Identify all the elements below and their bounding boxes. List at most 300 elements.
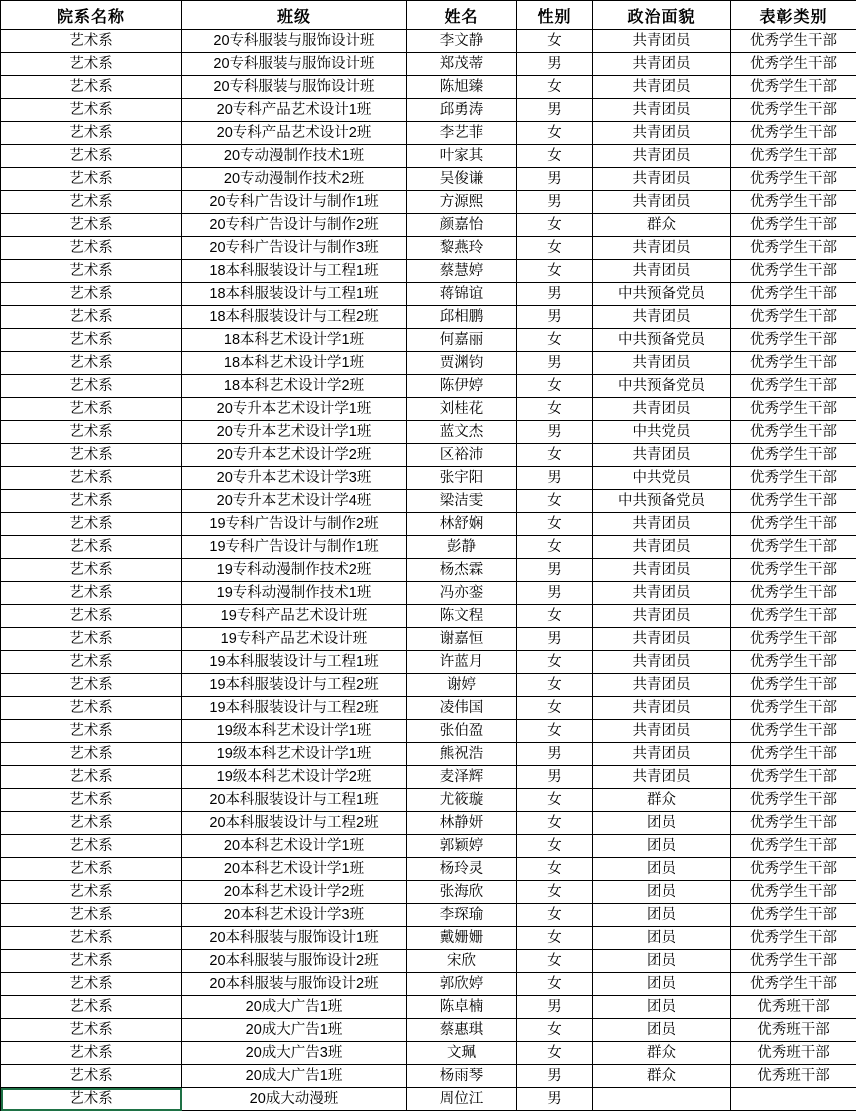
cell-department[interactable]: 艺术系 — [1, 329, 182, 352]
cell-award-type[interactable]: 优秀学生干部 — [731, 812, 856, 835]
cell-political-status[interactable]: 群众 — [593, 214, 731, 237]
cell-political-status[interactable]: 团员 — [593, 1019, 731, 1042]
cell-department[interactable]: 艺术系 — [1, 260, 182, 283]
table-row[interactable] — [1, 237, 856, 260]
cell-class[interactable]: 20专科产品艺术设计1班 — [182, 99, 407, 122]
table-row[interactable] — [1, 421, 856, 444]
cell-award-type[interactable]: 优秀学生干部 — [731, 329, 856, 352]
table-row[interactable] — [1, 490, 856, 513]
cell-class[interactable]: 20专科服装与服饰设计班 — [182, 53, 407, 76]
cell-gender[interactable]: 女 — [517, 651, 593, 674]
cell-department[interactable]: 艺术系 — [1, 467, 182, 490]
cell-gender[interactable]: 女 — [517, 812, 593, 835]
cell-department[interactable]: 艺术系 — [1, 766, 182, 789]
cell-gender[interactable]: 男 — [517, 191, 593, 214]
table-row[interactable] — [1, 536, 856, 559]
cell-gender[interactable]: 女 — [517, 30, 593, 53]
cell-award-type[interactable]: 优秀学生干部 — [731, 398, 856, 421]
cell-class[interactable]: 20专科服装与服饰设计班 — [182, 30, 407, 53]
cell-political-status[interactable]: 共青团员 — [593, 605, 731, 628]
cell-class[interactable]: 20成大广告3班 — [182, 1042, 407, 1065]
cell-class[interactable]: 20本科服装设计与工程2班 — [182, 812, 407, 835]
cell-class[interactable]: 20成大广告1班 — [182, 1019, 407, 1042]
cell-department[interactable]: 艺术系 — [1, 1065, 182, 1088]
cell-gender[interactable]: 男 — [517, 467, 593, 490]
table-row[interactable] — [1, 789, 856, 812]
cell-award-type[interactable]: 优秀学生干部 — [731, 720, 856, 743]
cell-department[interactable]: 艺术系 — [1, 375, 182, 398]
cell-political-status[interactable]: 团员 — [593, 835, 731, 858]
cell-class[interactable]: 20专科广告设计与制作3班 — [182, 237, 407, 260]
cell-department[interactable]: 艺术系 — [1, 950, 182, 973]
cell-political-status[interactable]: 共青团员 — [593, 444, 731, 467]
cell-name[interactable]: 周位江 — [407, 1088, 517, 1111]
cell-gender[interactable]: 女 — [517, 950, 593, 973]
cell-name[interactable]: 张伯盈 — [407, 720, 517, 743]
cell-class[interactable]: 19本科服装设计与工程2班 — [182, 697, 407, 720]
cell-award-type[interactable]: 优秀学生干部 — [731, 53, 856, 76]
cell-class[interactable]: 20专升本艺术设计学1班 — [182, 421, 407, 444]
cell-award-type[interactable]: 优秀学生干部 — [731, 697, 856, 720]
cell-political-status[interactable]: 共青团员 — [593, 513, 731, 536]
cell-political-status[interactable]: 团员 — [593, 973, 731, 996]
cell-award-type[interactable]: 优秀学生干部 — [731, 789, 856, 812]
cell-award-type[interactable]: 优秀班干部 — [731, 1042, 856, 1065]
cell-name[interactable]: 颜嘉怡 — [407, 214, 517, 237]
cell-department[interactable]: 艺术系 — [1, 881, 182, 904]
cell-political-status[interactable]: 中共党员 — [593, 467, 731, 490]
table-row[interactable] — [1, 398, 856, 421]
cell-gender[interactable]: 男 — [517, 743, 593, 766]
cell-class[interactable]: 19专科广告设计与制作2班 — [182, 513, 407, 536]
cell-gender[interactable]: 女 — [517, 697, 593, 720]
cell-class[interactable]: 20本科服装与服饰设计2班 — [182, 950, 407, 973]
cell-award-type[interactable]: 优秀班干部 — [731, 1065, 856, 1088]
cell-award-type[interactable]: 优秀学生干部 — [731, 306, 856, 329]
table-row[interactable] — [1, 812, 856, 835]
cell-class[interactable]: 20本科服装与服饰设计1班 — [182, 927, 407, 950]
table-row[interactable] — [1, 76, 856, 99]
cell-name[interactable]: 李琛瑜 — [407, 904, 517, 927]
cell-class[interactable]: 20本科艺术设计学1班 — [182, 858, 407, 881]
cell-political-status[interactable]: 群众 — [593, 1042, 731, 1065]
table-row[interactable] — [1, 168, 856, 191]
cell-class[interactable]: 18本科服装设计与工程1班 — [182, 283, 407, 306]
cell-class[interactable]: 19级本科艺术设计学1班 — [182, 743, 407, 766]
cell-name[interactable]: 邱勇涛 — [407, 99, 517, 122]
cell-class[interactable]: 20本科服装设计与工程1班 — [182, 789, 407, 812]
cell-political-status[interactable]: 共青团员 — [593, 260, 731, 283]
cell-name[interactable]: 陈旭臻 — [407, 76, 517, 99]
cell-department[interactable]: 艺术系 — [1, 812, 182, 835]
cell-name[interactable]: 宋欣 — [407, 950, 517, 973]
cell-political-status[interactable]: 共青团员 — [593, 720, 731, 743]
cell-name[interactable]: 陈伊婷 — [407, 375, 517, 398]
cell-department[interactable]: 艺术系 — [1, 536, 182, 559]
cell-class[interactable]: 18本科艺术设计学1班 — [182, 352, 407, 375]
cell-name[interactable]: 蔡惠琪 — [407, 1019, 517, 1042]
cell-award-type[interactable]: 优秀学生干部 — [731, 927, 856, 950]
cell-gender[interactable]: 女 — [517, 375, 593, 398]
cell-class[interactable]: 20成大广告1班 — [182, 996, 407, 1019]
cell-award-type[interactable]: 优秀学生干部 — [731, 973, 856, 996]
table-row[interactable] — [1, 352, 856, 375]
cell-department[interactable]: 艺术系 — [1, 743, 182, 766]
cell-gender[interactable]: 男 — [517, 582, 593, 605]
cell-gender[interactable]: 男 — [517, 559, 593, 582]
cell-class[interactable]: 18本科服装设计与工程2班 — [182, 306, 407, 329]
cell-award-type[interactable]: 优秀学生干部 — [731, 559, 856, 582]
cell-name[interactable]: 贾渊钧 — [407, 352, 517, 375]
cell-name[interactable]: 杨雨琴 — [407, 1065, 517, 1088]
table-row[interactable] — [1, 306, 856, 329]
cell-name[interactable]: 谢嘉恒 — [407, 628, 517, 651]
cell-gender[interactable]: 男 — [517, 421, 593, 444]
cell-award-type[interactable]: 优秀学生干部 — [731, 444, 856, 467]
cell-political-status[interactable]: 共青团员 — [593, 76, 731, 99]
table-row[interactable] — [1, 697, 856, 720]
cell-gender[interactable]: 男 — [517, 53, 593, 76]
cell-political-status[interactable]: 团员 — [593, 904, 731, 927]
cell-department[interactable]: 艺术系 — [1, 927, 182, 950]
cell-political-status[interactable]: 团员 — [593, 927, 731, 950]
cell-gender[interactable]: 男 — [517, 168, 593, 191]
cell-political-status[interactable]: 共青团员 — [593, 674, 731, 697]
table-row[interactable] — [1, 743, 856, 766]
cell-gender[interactable]: 女 — [517, 605, 593, 628]
cell-gender[interactable]: 男 — [517, 352, 593, 375]
cell-name[interactable]: 郭颖婷 — [407, 835, 517, 858]
cell-political-status[interactable]: 群众 — [593, 789, 731, 812]
cell-political-status[interactable]: 中共预备党员 — [593, 329, 731, 352]
table-row[interactable] — [1, 973, 856, 996]
cell-department[interactable]: 艺术系 — [1, 904, 182, 927]
cell-class[interactable]: 18本科服装设计与工程1班 — [182, 260, 407, 283]
cell-gender[interactable]: 女 — [517, 835, 593, 858]
cell-name[interactable]: 吴俊谦 — [407, 168, 517, 191]
cell-gender[interactable]: 男 — [517, 628, 593, 651]
cell-award-type[interactable]: 优秀学生干部 — [731, 858, 856, 881]
cell-political-status[interactable]: 共青团员 — [593, 352, 731, 375]
cell-political-status[interactable]: 共青团员 — [593, 53, 731, 76]
table-row[interactable] — [1, 1088, 856, 1111]
cell-name[interactable]: 戴姗姗 — [407, 927, 517, 950]
cell-name[interactable]: 熊祝浩 — [407, 743, 517, 766]
cell-name[interactable]: 林舒娴 — [407, 513, 517, 536]
cell-gender[interactable]: 女 — [517, 237, 593, 260]
cell-class[interactable]: 20成大动漫班 — [182, 1088, 407, 1111]
cell-gender[interactable]: 女 — [517, 122, 593, 145]
table-row[interactable] — [1, 53, 856, 76]
cell-name[interactable]: 许蓝月 — [407, 651, 517, 674]
cell-award-type[interactable]: 优秀学生干部 — [731, 122, 856, 145]
cell-class[interactable]: 20本科服装与服饰设计2班 — [182, 973, 407, 996]
cell-name[interactable]: 李文静 — [407, 30, 517, 53]
cell-name[interactable]: 刘桂花 — [407, 398, 517, 421]
cell-gender[interactable]: 女 — [517, 720, 593, 743]
cell-department[interactable]: 艺术系 — [1, 513, 182, 536]
table-row[interactable] — [1, 214, 856, 237]
cell-award-type[interactable]: 优秀学生干部 — [731, 835, 856, 858]
cell-department[interactable]: 艺术系 — [1, 214, 182, 237]
cell-gender[interactable]: 男 — [517, 306, 593, 329]
table-row[interactable] — [1, 582, 856, 605]
table-row[interactable] — [1, 651, 856, 674]
table-row[interactable] — [1, 283, 856, 306]
cell-award-type[interactable]: 优秀学生干部 — [731, 605, 856, 628]
table-row[interactable] — [1, 559, 856, 582]
cell-award-type[interactable]: 优秀学生干部 — [731, 743, 856, 766]
cell-class[interactable]: 19专科广告设计与制作1班 — [182, 536, 407, 559]
cell-department[interactable]: 艺术系 — [1, 1088, 182, 1111]
cell-political-status[interactable]: 团员 — [593, 812, 731, 835]
cell-name[interactable]: 麦泽辉 — [407, 766, 517, 789]
cell-political-status[interactable]: 共青团员 — [593, 743, 731, 766]
cell-political-status[interactable]: 共青团员 — [593, 559, 731, 582]
cell-award-type[interactable]: 优秀班干部 — [731, 996, 856, 1019]
cell-gender[interactable]: 女 — [517, 536, 593, 559]
cell-name[interactable]: 杨杰霖 — [407, 559, 517, 582]
cell-name[interactable]: 梁洁雯 — [407, 490, 517, 513]
cell-department[interactable]: 艺术系 — [1, 306, 182, 329]
cell-class[interactable]: 20专动漫制作技术2班 — [182, 168, 407, 191]
cell-political-status[interactable]: 共青团员 — [593, 237, 731, 260]
table-row[interactable] — [1, 30, 856, 53]
cell-gender[interactable]: 女 — [517, 927, 593, 950]
cell-class[interactable]: 20本科艺术设计学2班 — [182, 881, 407, 904]
cell-gender[interactable]: 女 — [517, 398, 593, 421]
cell-award-type[interactable]: 优秀学生干部 — [731, 76, 856, 99]
cell-department[interactable]: 艺术系 — [1, 490, 182, 513]
cell-political-status[interactable]: 共青团员 — [593, 122, 731, 145]
cell-name[interactable]: 叶家其 — [407, 145, 517, 168]
cell-name[interactable]: 郑茂蒂 — [407, 53, 517, 76]
cell-department[interactable]: 艺术系 — [1, 99, 182, 122]
cell-gender[interactable]: 女 — [517, 145, 593, 168]
cell-class[interactable]: 20本科艺术设计学3班 — [182, 904, 407, 927]
cell-department[interactable]: 艺术系 — [1, 237, 182, 260]
cell-award-type[interactable]: 优秀学生干部 — [731, 950, 856, 973]
cell-department[interactable]: 艺术系 — [1, 628, 182, 651]
cell-department[interactable]: 艺术系 — [1, 444, 182, 467]
cell-name[interactable]: 凌伟国 — [407, 697, 517, 720]
cell-class[interactable]: 20成大广告1班 — [182, 1065, 407, 1088]
table-row[interactable] — [1, 996, 856, 1019]
cell-award-type[interactable]: 优秀学生干部 — [731, 490, 856, 513]
cell-political-status[interactable]: 共青团员 — [593, 398, 731, 421]
cell-award-type[interactable] — [731, 1088, 856, 1111]
cell-department[interactable]: 艺术系 — [1, 996, 182, 1019]
cell-class[interactable]: 20专科产品艺术设计2班 — [182, 122, 407, 145]
cell-name[interactable]: 彭静 — [407, 536, 517, 559]
cell-gender[interactable]: 女 — [517, 789, 593, 812]
cell-award-type[interactable]: 优秀学生干部 — [731, 99, 856, 122]
cell-political-status[interactable]: 群众 — [593, 1065, 731, 1088]
cell-department[interactable]: 艺术系 — [1, 122, 182, 145]
cell-class[interactable]: 19专科动漫制作技术2班 — [182, 559, 407, 582]
cell-department[interactable]: 艺术系 — [1, 53, 182, 76]
cell-political-status[interactable]: 共青团员 — [593, 536, 731, 559]
cell-department[interactable]: 艺术系 — [1, 858, 182, 881]
table-row[interactable] — [1, 467, 856, 490]
cell-political-status[interactable]: 中共预备党员 — [593, 375, 731, 398]
cell-class[interactable]: 19专科动漫制作技术1班 — [182, 582, 407, 605]
table-row[interactable] — [1, 904, 856, 927]
cell-award-type[interactable]: 优秀学生干部 — [731, 628, 856, 651]
cell-name[interactable]: 杨玲灵 — [407, 858, 517, 881]
cell-gender[interactable]: 女 — [517, 858, 593, 881]
cell-name[interactable]: 尤筱璇 — [407, 789, 517, 812]
cell-gender[interactable]: 女 — [517, 214, 593, 237]
table-row[interactable] — [1, 950, 856, 973]
table-row[interactable] — [1, 881, 856, 904]
cell-award-type[interactable]: 优秀学生干部 — [731, 582, 856, 605]
cell-award-type[interactable]: 优秀学生干部 — [731, 283, 856, 306]
cell-class[interactable]: 19级本科艺术设计学1班 — [182, 720, 407, 743]
cell-class[interactable]: 20专科广告设计与制作1班 — [182, 191, 407, 214]
cell-department[interactable]: 艺术系 — [1, 1019, 182, 1042]
cell-department[interactable]: 艺术系 — [1, 191, 182, 214]
cell-political-status[interactable]: 共青团员 — [593, 766, 731, 789]
cell-class[interactable]: 20专科服装与服饰设计班 — [182, 76, 407, 99]
cell-gender[interactable]: 女 — [517, 1019, 593, 1042]
cell-class[interactable]: 19专科产品艺术设计班 — [182, 605, 407, 628]
cell-award-type[interactable]: 优秀学生干部 — [731, 536, 856, 559]
cell-department[interactable]: 艺术系 — [1, 352, 182, 375]
table-row[interactable] — [1, 720, 856, 743]
cell-award-type[interactable]: 优秀学生干部 — [731, 881, 856, 904]
cell-gender[interactable]: 女 — [517, 904, 593, 927]
cell-name[interactable]: 文珮 — [407, 1042, 517, 1065]
cell-political-status[interactable]: 共青团员 — [593, 168, 731, 191]
cell-department[interactable]: 艺术系 — [1, 651, 182, 674]
cell-award-type[interactable]: 优秀学生干部 — [731, 513, 856, 536]
cell-gender[interactable]: 女 — [517, 444, 593, 467]
cell-gender[interactable]: 女 — [517, 260, 593, 283]
table-row[interactable] — [1, 513, 856, 536]
cell-name[interactable]: 黎燕玲 — [407, 237, 517, 260]
cell-department[interactable]: 艺术系 — [1, 789, 182, 812]
cell-award-type[interactable]: 优秀学生干部 — [731, 191, 856, 214]
cell-award-type[interactable]: 优秀学生干部 — [731, 467, 856, 490]
cell-department[interactable]: 艺术系 — [1, 973, 182, 996]
cell-gender[interactable]: 女 — [517, 513, 593, 536]
cell-name[interactable]: 区裕沛 — [407, 444, 517, 467]
cell-department[interactable]: 艺术系 — [1, 76, 182, 99]
cell-department[interactable]: 艺术系 — [1, 605, 182, 628]
table-row[interactable] — [1, 444, 856, 467]
table-row[interactable] — [1, 260, 856, 283]
cell-class[interactable]: 20专升本艺术设计学3班 — [182, 467, 407, 490]
cell-gender[interactable]: 女 — [517, 76, 593, 99]
cell-name[interactable]: 张海欣 — [407, 881, 517, 904]
cell-award-type[interactable]: 优秀学生干部 — [731, 30, 856, 53]
table-row[interactable] — [1, 329, 856, 352]
cell-gender[interactable]: 男 — [517, 1088, 593, 1111]
cell-class[interactable]: 20专科广告设计与制作2班 — [182, 214, 407, 237]
cell-class[interactable]: 20专动漫制作技术1班 — [182, 145, 407, 168]
table-row[interactable] — [1, 605, 856, 628]
cell-political-status[interactable]: 共青团员 — [593, 651, 731, 674]
cell-political-status[interactable]: 共青团员 — [593, 628, 731, 651]
cell-award-type[interactable]: 优秀学生干部 — [731, 145, 856, 168]
cell-class[interactable]: 18本科艺术设计学1班 — [182, 329, 407, 352]
cell-class[interactable]: 20本科艺术设计学1班 — [182, 835, 407, 858]
cell-political-status[interactable]: 共青团员 — [593, 145, 731, 168]
cell-department[interactable]: 艺术系 — [1, 559, 182, 582]
cell-award-type[interactable]: 优秀学生干部 — [731, 421, 856, 444]
cell-department[interactable]: 艺术系 — [1, 168, 182, 191]
table-row[interactable] — [1, 122, 856, 145]
cell-political-status[interactable]: 共青团员 — [593, 191, 731, 214]
cell-political-status[interactable]: 团员 — [593, 881, 731, 904]
cell-award-type[interactable]: 优秀学生干部 — [731, 260, 856, 283]
cell-political-status[interactable]: 团员 — [593, 858, 731, 881]
cell-political-status[interactable]: 共青团员 — [593, 99, 731, 122]
cell-award-type[interactable]: 优秀学生干部 — [731, 214, 856, 237]
cell-department[interactable]: 艺术系 — [1, 674, 182, 697]
cell-class[interactable]: 20专升本艺术设计学2班 — [182, 444, 407, 467]
cell-class[interactable]: 18本科艺术设计学2班 — [182, 375, 407, 398]
table-row[interactable] — [1, 766, 856, 789]
cell-political-status[interactable]: 中共预备党员 — [593, 490, 731, 513]
cell-class[interactable]: 20专升本艺术设计学4班 — [182, 490, 407, 513]
cell-award-type[interactable]: 优秀学生干部 — [731, 352, 856, 375]
table-row[interactable] — [1, 628, 856, 651]
cell-gender[interactable]: 女 — [517, 881, 593, 904]
cell-class[interactable]: 19级本科艺术设计学2班 — [182, 766, 407, 789]
cell-award-type[interactable]: 优秀学生干部 — [731, 375, 856, 398]
cell-award-type[interactable]: 优秀学生干部 — [731, 674, 856, 697]
cell-name[interactable]: 陈文程 — [407, 605, 517, 628]
cell-award-type[interactable]: 优秀学生干部 — [731, 237, 856, 260]
cell-department[interactable]: 艺术系 — [1, 582, 182, 605]
cell-political-status[interactable]: 团员 — [593, 996, 731, 1019]
cell-gender[interactable]: 男 — [517, 766, 593, 789]
cell-name[interactable]: 冯亦銮 — [407, 582, 517, 605]
cell-gender[interactable]: 女 — [517, 973, 593, 996]
cell-name[interactable]: 蓝文杰 — [407, 421, 517, 444]
cell-gender[interactable]: 女 — [517, 329, 593, 352]
cell-political-status[interactable]: 共青团员 — [593, 306, 731, 329]
table-row[interactable] — [1, 1019, 856, 1042]
cell-department[interactable]: 艺术系 — [1, 720, 182, 743]
table-row[interactable] — [1, 927, 856, 950]
table-row[interactable] — [1, 99, 856, 122]
cell-name[interactable]: 陈卓楠 — [407, 996, 517, 1019]
cell-gender[interactable]: 男 — [517, 283, 593, 306]
cell-gender[interactable]: 女 — [517, 674, 593, 697]
cell-name[interactable]: 郭欣婷 — [407, 973, 517, 996]
cell-name[interactable]: 李艺菲 — [407, 122, 517, 145]
cell-political-status[interactable] — [593, 1088, 731, 1111]
cell-award-type[interactable]: 优秀学生干部 — [731, 766, 856, 789]
cell-class[interactable]: 19本科服装设计与工程2班 — [182, 674, 407, 697]
cell-name[interactable]: 谢婷 — [407, 674, 517, 697]
cell-department[interactable]: 艺术系 — [1, 398, 182, 421]
cell-name[interactable]: 何嘉丽 — [407, 329, 517, 352]
cell-political-status[interactable]: 中共预备党员 — [593, 283, 731, 306]
cell-award-type[interactable]: 优秀学生干部 — [731, 651, 856, 674]
cell-award-type[interactable]: 优秀学生干部 — [731, 904, 856, 927]
cell-name[interactable]: 张宇阳 — [407, 467, 517, 490]
cell-gender[interactable]: 男 — [517, 996, 593, 1019]
cell-gender[interactable]: 男 — [517, 99, 593, 122]
table-row[interactable] — [1, 145, 856, 168]
cell-department[interactable]: 艺术系 — [1, 421, 182, 444]
cell-department[interactable]: 艺术系 — [1, 30, 182, 53]
cell-class[interactable]: 19本科服装设计与工程1班 — [182, 651, 407, 674]
